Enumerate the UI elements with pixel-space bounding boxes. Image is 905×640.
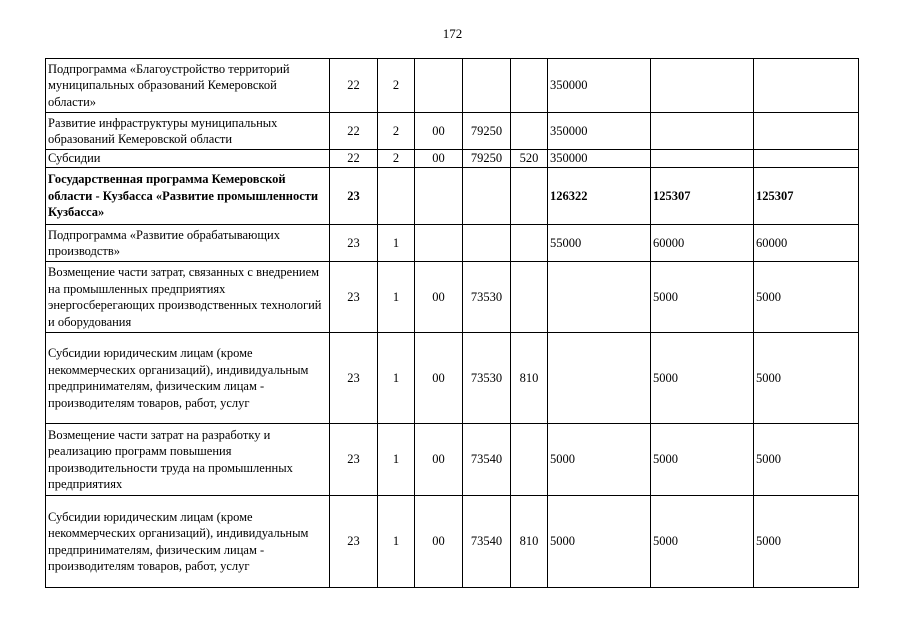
year2-amount-cell: 60000	[651, 225, 754, 262]
expense-code-cell	[463, 225, 511, 262]
program-code-cell: 23	[330, 496, 378, 588]
year3-amount-cell: 5000	[754, 262, 859, 333]
direction-code-cell: 00	[415, 496, 463, 588]
subprogram-code-cell: 1	[378, 424, 415, 496]
direction-code-cell: 00	[415, 424, 463, 496]
expense-code-cell: 79250	[463, 113, 511, 150]
expense-code-cell	[463, 168, 511, 225]
expense-code-cell: 73530	[463, 262, 511, 333]
table-row	[46, 59, 859, 113]
row-name: Субсидии	[46, 150, 330, 168]
expense-type-cell: 810	[511, 333, 548, 424]
subprogram-code-cell: 2	[378, 113, 415, 150]
year2-amount-cell: 125307	[651, 168, 754, 225]
expense-code-cell: 79250	[463, 150, 511, 168]
subprogram-code-cell: 1	[378, 225, 415, 262]
year1-amount-cell: 5000	[548, 424, 651, 496]
subprogram-code-cell: 2	[378, 150, 415, 168]
year2-amount-cell	[651, 113, 754, 150]
subprogram-code-cell: 1	[378, 496, 415, 588]
row-name: Субсидии юридическим лицам (кроме некоммерческих организаций), индивидуальным предпринимателям, физическим лицам - производителям товаров, работ, услуг	[46, 496, 330, 588]
year2-amount-cell: 5000	[651, 496, 754, 588]
expense-type-cell	[511, 424, 548, 496]
row-name: Подпрограмма «Благоустройство территорий муниципальных образований Кемеровской области»	[46, 59, 330, 113]
program-code-cell: 23	[330, 262, 378, 333]
year1-amount-cell: 350000	[548, 150, 651, 168]
year3-amount-cell: 60000	[754, 225, 859, 262]
budget-table	[45, 58, 859, 588]
expense-type-cell: 810	[511, 496, 548, 588]
row-name: Возмещение части затрат на разработку и реализацию программ повышения производительности труда на промышленных предприятиях	[46, 424, 330, 496]
expense-type-cell	[511, 225, 548, 262]
table-row	[46, 424, 859, 496]
direction-code-cell	[415, 225, 463, 262]
table-row	[46, 168, 859, 225]
year3-amount-cell: 5000	[754, 496, 859, 588]
expense-type-cell	[511, 262, 548, 333]
year2-amount-cell: 5000	[651, 424, 754, 496]
year3-amount-cell: 5000	[754, 424, 859, 496]
row-name: Развитие инфраструктуры муниципальных образований Кемеровской области	[46, 113, 330, 150]
table-row	[46, 150, 859, 168]
program-code-cell: 23	[330, 168, 378, 225]
expense-type-cell	[511, 113, 548, 150]
year2-amount-cell: 5000	[651, 262, 754, 333]
table-row	[46, 225, 859, 262]
direction-code-cell	[415, 168, 463, 225]
expense-type-cell	[511, 59, 548, 113]
direction-code-cell: 00	[415, 262, 463, 333]
program-code-cell: 23	[330, 424, 378, 496]
year1-amount-cell: 350000	[548, 113, 651, 150]
table-row	[46, 113, 859, 150]
direction-code-cell	[415, 59, 463, 113]
subprogram-code-cell: 2	[378, 59, 415, 113]
year2-amount-cell	[651, 59, 754, 113]
year3-amount-cell	[754, 113, 859, 150]
year1-amount-cell: 5000	[548, 496, 651, 588]
row-name: Субсидии юридическим лицам (кроме некоммерческих организаций), индивидуальным предпринимателям, физическим лицам - производителям товаров, работ, услуг	[46, 333, 330, 424]
year1-amount-cell	[548, 333, 651, 424]
direction-code-cell: 00	[415, 150, 463, 168]
program-code-cell: 23	[330, 333, 378, 424]
year3-amount-cell: 125307	[754, 168, 859, 225]
expense-code-cell: 73530	[463, 333, 511, 424]
table-row	[46, 496, 859, 588]
program-code-cell: 22	[330, 113, 378, 150]
program-code-cell: 22	[330, 150, 378, 168]
year3-amount-cell: 5000	[754, 333, 859, 424]
row-name: Подпрограмма «Развитие обрабатывающих производств»	[46, 225, 330, 262]
expense-code-cell: 73540	[463, 496, 511, 588]
subprogram-code-cell: 1	[378, 333, 415, 424]
table-row	[46, 333, 859, 424]
year1-amount-cell	[548, 262, 651, 333]
year2-amount-cell: 5000	[651, 333, 754, 424]
year3-amount-cell	[754, 59, 859, 113]
year1-amount-cell: 55000	[548, 225, 651, 262]
page-number: 172	[442, 26, 463, 41]
expense-type-cell	[511, 168, 548, 225]
year1-amount-cell: 350000	[548, 59, 651, 113]
expense-code-cell: 73540	[463, 424, 511, 496]
table-row	[46, 262, 859, 333]
row-name: Возмещение части затрат, связанных с внедрением на промышленных предприятиях энергосберегающих производственных технологий и оборудования	[46, 262, 330, 333]
expense-type-cell: 520	[511, 150, 548, 168]
program-code-cell: 23	[330, 225, 378, 262]
direction-code-cell: 00	[415, 333, 463, 424]
year2-amount-cell	[651, 150, 754, 168]
program-code-cell: 22	[330, 59, 378, 113]
row-name: Государственная программа Кемеровской области - Кузбасса «Развитие промышленности Кузбасса»	[46, 168, 330, 225]
direction-code-cell: 00	[415, 113, 463, 150]
subprogram-code-cell: 1	[378, 262, 415, 333]
year1-amount-cell: 126322	[548, 168, 651, 225]
expense-code-cell	[463, 59, 511, 113]
year3-amount-cell	[754, 150, 859, 168]
subprogram-code-cell	[378, 168, 415, 225]
